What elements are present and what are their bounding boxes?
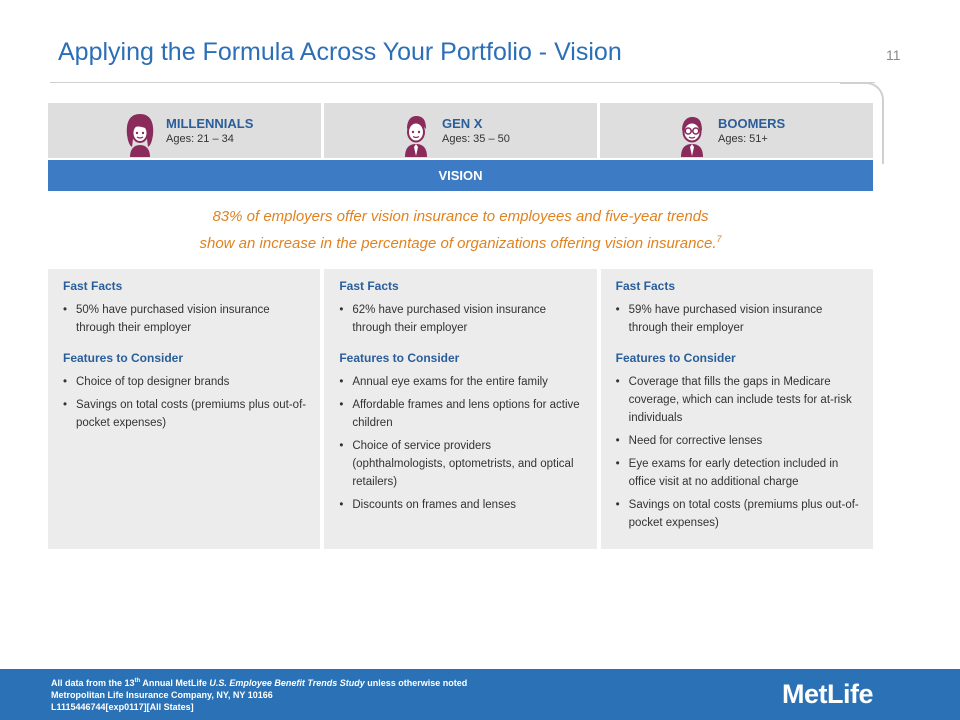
fast-facts-list bbox=[616, 301, 861, 337]
footer-source-suffix: unless otherwise noted bbox=[364, 678, 468, 688]
features-heading: Features to Consider bbox=[339, 351, 460, 365]
list-item: • Eye exams for early detection included in office visit at no additional charge bbox=[616, 455, 861, 491]
statistic-line-2 bbox=[48, 228, 873, 255]
list-item: • Affordable frames and lens options for active children bbox=[339, 396, 584, 432]
footer-source-sup: th bbox=[134, 678, 141, 684]
footer-source-prefix: All data from the 13 bbox=[51, 678, 135, 688]
slide-title: Applying the Formula Across Your Portfolio - Vision bbox=[58, 38, 622, 66]
list-item: • 50% have purchased vision insurance through their employer bbox=[63, 301, 308, 337]
list-item: • 59% have purchased vision insurance through their employer bbox=[616, 301, 861, 337]
list-item: • Annual eye exams for the entire family bbox=[339, 373, 584, 391]
footer-source-mid: Annual MetLife bbox=[140, 678, 210, 688]
page-number: 11 bbox=[886, 47, 901, 63]
generation-millennials bbox=[48, 103, 321, 158]
footer-bar bbox=[0, 669, 960, 720]
generation-ages: Ages: 51+ bbox=[718, 133, 768, 145]
column-genx bbox=[324, 269, 596, 549]
generation-genx bbox=[324, 103, 597, 158]
list-item: • Savings on total costs (premiums plus out-of-pocket expenses) bbox=[616, 496, 861, 532]
footnote-marker: 7 bbox=[716, 234, 722, 244]
footer-company-line: Metropolitan Life Insurance Company, NY, NY 10166 bbox=[51, 690, 273, 700]
features-list bbox=[339, 373, 584, 514]
column-millennials bbox=[48, 269, 320, 549]
genx-man-icon bbox=[396, 111, 436, 157]
generation-name: GEN X bbox=[442, 116, 483, 131]
generation-details bbox=[48, 269, 873, 549]
list-item: • Need for corrective lenses bbox=[616, 432, 861, 450]
generation-name: MILLENNIALS bbox=[166, 116, 254, 131]
list-item: • Savings on total costs (premiums plus out-of-pocket expenses) bbox=[63, 396, 308, 432]
features-list bbox=[616, 373, 861, 532]
statistic-line-2-text: show an increase in the percentage of organizations offering vision insurance. bbox=[199, 235, 717, 252]
features-heading: Features to Consider bbox=[63, 351, 184, 365]
generation-boomers bbox=[600, 103, 873, 158]
boomer-glasses-icon bbox=[672, 111, 712, 157]
vision-band: VISION bbox=[48, 160, 873, 191]
footer-code-line: L1115446744[exp0117][All States] bbox=[51, 702, 194, 712]
list-item: • Discounts on frames and lenses bbox=[339, 496, 584, 514]
title-divider bbox=[50, 82, 875, 83]
list-item: • Choice of service providers (ophthalmologists, optometrists, and optical retailers) bbox=[339, 437, 584, 491]
list-item: • 62% have purchased vision insurance through their employer bbox=[339, 301, 584, 337]
features-heading: Features to Consider bbox=[615, 351, 736, 365]
fast-facts-heading: Fast Facts bbox=[615, 279, 676, 293]
millennial-woman-icon bbox=[120, 111, 160, 157]
fast-facts-list bbox=[63, 301, 308, 337]
generation-header-row bbox=[48, 103, 873, 158]
list-item: • Coverage that fills the gaps in Medicare coverage, which can include tests for at-risk individuals bbox=[616, 373, 861, 427]
generation-ages: Ages: 21 – 34 bbox=[166, 133, 234, 145]
list-item: • Choice of top designer brands bbox=[63, 373, 308, 391]
footer-source-line bbox=[51, 675, 467, 689]
column-boomers bbox=[601, 269, 873, 549]
fast-facts-list bbox=[339, 301, 584, 337]
footer-study-name: U.S. Employee Benefit Trends Study bbox=[209, 678, 365, 688]
footer-disclaimer bbox=[51, 675, 467, 713]
features-list bbox=[63, 373, 308, 432]
statistic-line-1: 83% of employers offer vision insurance to employees and five-year trends bbox=[212, 208, 709, 225]
fast-facts-heading: Fast Facts bbox=[63, 279, 123, 293]
generation-ages: Ages: 35 – 50 bbox=[442, 133, 510, 145]
metlife-logo: MetLife bbox=[782, 679, 873, 709]
generation-name: BOOMERS bbox=[718, 116, 786, 131]
key-statistic bbox=[48, 205, 873, 255]
fast-facts-heading: Fast Facts bbox=[339, 279, 399, 293]
